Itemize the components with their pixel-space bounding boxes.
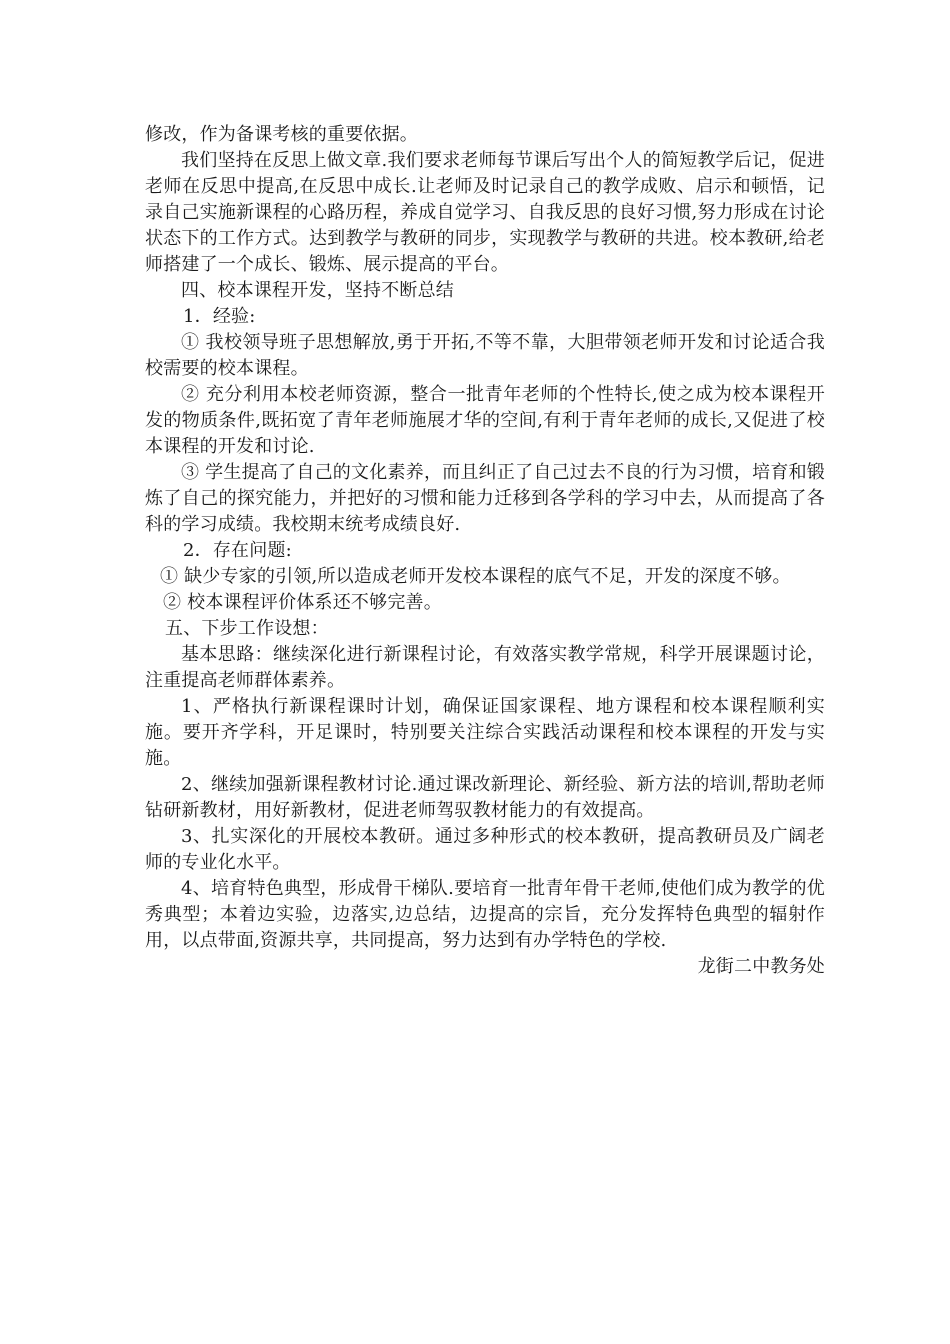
plan-item-2: 2、继续加强新课程教材讨论.通过课改新理论、新经验、新方法的培训,帮助老师钻研新教材，用好新教材，促进老师驾驭教材能力的有效提高。 — [145, 774, 825, 821]
subheading-experience: 1．经验: — [183, 306, 256, 327]
problem-item-1: ① 缺少专家的引领,所以造成老师开发校本课程的底气不足，开发的深度不够。 — [160, 566, 791, 587]
section-heading-5: 五、下步工作设想： — [165, 618, 329, 639]
plan-item-3: 3、扎实深化的开展校本教研。通过多种形式的校本教研，提高教研员及广阔老师的专业化水平。 — [145, 826, 825, 873]
plan-item-4: 4、培育特色典型，形成骨干梯队.要培育一批青年骨干老师,使他们成为教学的优秀典型；本着边实验，边落实,边总结，边提高的宗旨，充分发挥特色典型的辐射作用，以点带面,资源共享，共同提高，努力达到有办学特色的学校. — [145, 878, 825, 951]
problem-item-2: ② 校本课程评价体系还不够完善。 — [163, 592, 442, 613]
plan-item-1: 1、严格执行新课程课时计划，确保证国家课程、地方课程和校本课程顺利实施。要开齐学科，开足课时，特别要关注综合实践活动课程和校本课程的开发与实施。 — [145, 696, 825, 769]
signature-office: 龙街二中教务处 — [697, 956, 825, 977]
document-body — [145, 122, 825, 980]
paragraph-continuation: 修改，作为备课考核的重要依据。 — [145, 124, 418, 145]
experience-item-1: ① 我校领导班子思想解放,勇于开拓,不等不靠，大胆带领老师开发和讨论适合我校需要的校本课程。 — [145, 332, 825, 379]
subheading-problems: 2．存在问题: — [183, 540, 292, 561]
section-heading-4: 四、校本课程开发，坚持不断总结 — [181, 280, 454, 301]
experience-item-3: ③ 学生提高了自己的文化素养，而且纠正了自己过去不良的行为习惯，培育和锻炼了自己的探究能力，并把好的习惯和能力迁移到各学科的学习中去，从而提高了各科的学习成绩。我校期末统考成绩良好. — [145, 462, 825, 535]
paragraph-reflection: 我们坚持在反思上做文章.我们要求老师每节课后写出个人的简短教学后记，促进老师在反思中提高,在反思中成长.让老师及时记录自己的教学成败、启示和顿悟，记录自己实施新课程的心路历程，养成自觉学习、自我反思的良好习惯,努力形成在讨论状态下的工作方式。达到教学与教研的同步，实现教学与教研的共进。校本教研,给老师搭建了一个成长、锻炼、展示提高的平台。 — [145, 150, 825, 275]
basic-approach: 基本思路：继续深化进行新课程讨论，有效落实教学常规，科学开展课题讨论，注重提高老师群体素养。 — [145, 644, 825, 691]
experience-item-2: ② 充分利用本校老师资源，整合一批青年老师的个性特长,使之成为校本课程开发的物质条件,既拓宽了青年老师施展才华的空间,有利于青年老师的成长,又促进了校本课程的开发和讨论. — [145, 384, 825, 457]
